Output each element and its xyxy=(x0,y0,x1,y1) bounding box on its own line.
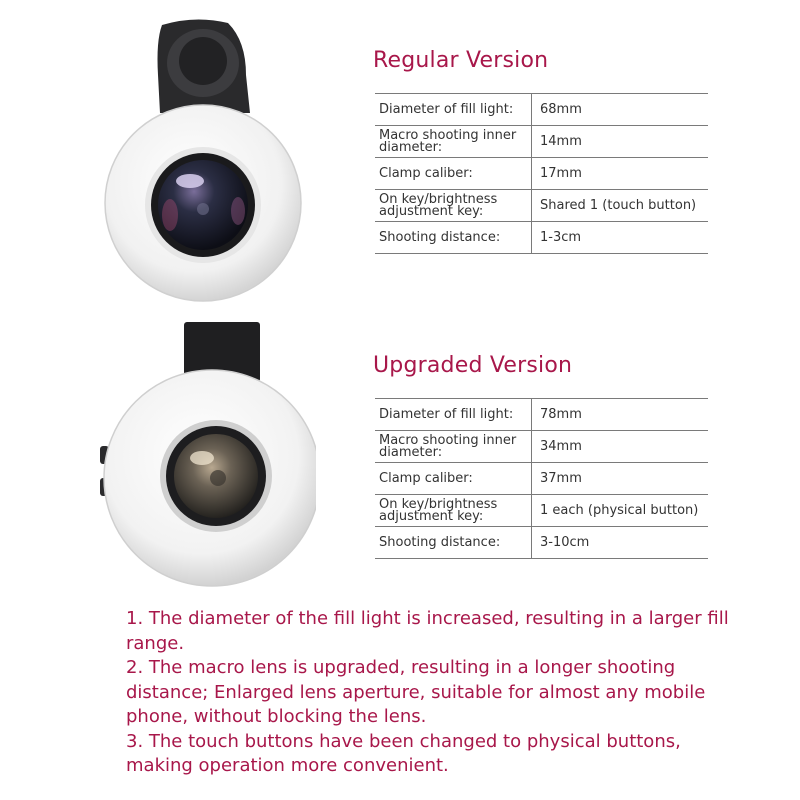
upgraded-product-image xyxy=(96,318,316,598)
spec-row xyxy=(375,222,708,254)
spec-value: 1-3cm xyxy=(532,222,709,254)
spec-label: Shooting distance: xyxy=(375,527,532,559)
upgraded-version-title: Upgraded Version xyxy=(373,353,573,378)
spec-value: 37mm xyxy=(532,463,709,495)
spec-label: Macro shooting inner diameter: xyxy=(375,431,532,463)
spec-value: 17mm xyxy=(532,158,709,190)
note-item: 3. The touch buttons have been changed to physical buttons, making operation more convenient. xyxy=(126,730,681,776)
spec-label: On key/brightness adjustment key: xyxy=(375,495,532,527)
spec-label: On key/brightness adjustment key: xyxy=(375,190,532,222)
spec-value: 78mm xyxy=(532,399,709,431)
spec-label: Clamp caliber: xyxy=(375,463,532,495)
note-item: 1. The diameter of the fill light is increased, resulting in a larger fill range. xyxy=(126,608,729,654)
spec-value: Shared 1 (touch button) xyxy=(532,190,709,222)
spec-label: Shooting distance: xyxy=(375,222,532,254)
spec-label: Macro shooting inner diameter: xyxy=(375,126,532,158)
spec-row xyxy=(375,399,708,431)
spec-value: 68mm xyxy=(532,94,709,126)
spec-value: 14mm xyxy=(532,126,709,158)
upgraded-spec-table xyxy=(375,398,708,559)
spec-row xyxy=(375,190,708,222)
spec-row xyxy=(375,463,708,495)
spec-row xyxy=(375,126,708,158)
improvement-notes xyxy=(126,607,746,779)
spec-row xyxy=(375,94,708,126)
spec-value: 34mm xyxy=(532,431,709,463)
spec-value: 3-10cm xyxy=(532,527,709,559)
regular-product-image xyxy=(100,15,310,305)
spec-row xyxy=(375,495,708,527)
note-item: 2. The macro lens is upgraded, resulting in a longer shooting distance; Enlarged lens aperture, suitable for almost any mobile phone, without blocking the lens. xyxy=(126,657,706,727)
regular-spec-table xyxy=(375,93,708,254)
spec-row xyxy=(375,158,708,190)
regular-version-title: Regular Version xyxy=(373,48,549,73)
spec-row xyxy=(375,431,708,463)
spec-label: Clamp caliber: xyxy=(375,158,532,190)
spec-label: Diameter of fill light: xyxy=(375,94,532,126)
spec-value: 1 each (physical button) xyxy=(532,495,709,527)
spec-label: Diameter of fill light: xyxy=(375,399,532,431)
spec-row xyxy=(375,527,708,559)
